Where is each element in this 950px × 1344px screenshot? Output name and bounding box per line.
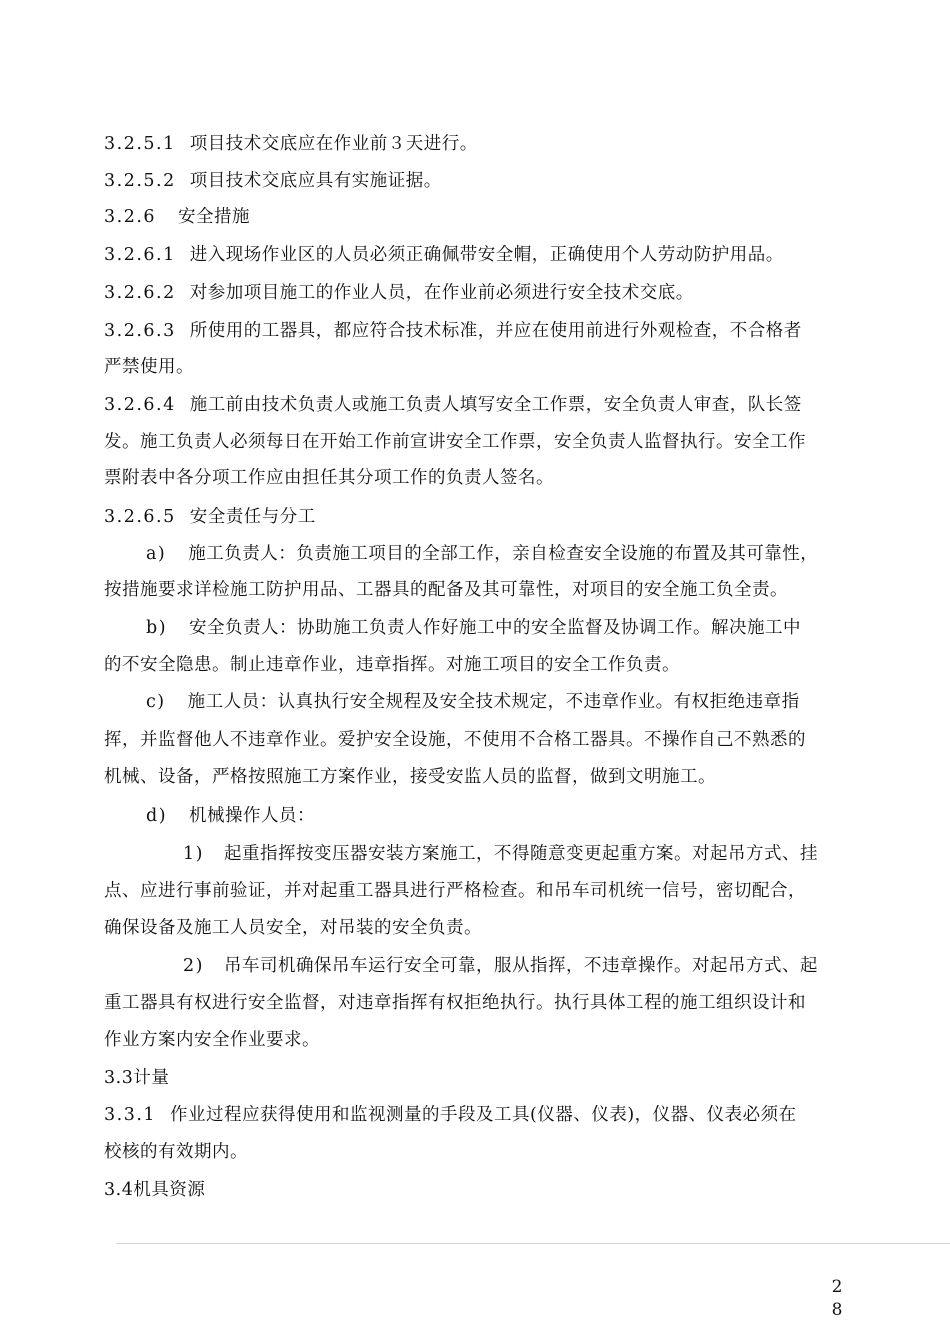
clause-number: 3.2.6.5 xyxy=(104,507,176,527)
clause-text: 施工前由技术负责人或施工负责人填写安全工作票，安全负责人审查，队长签 xyxy=(189,395,802,415)
clause-number: 3.3.1 xyxy=(104,1105,157,1125)
clause-text: 安全责任与分工 xyxy=(189,507,316,527)
paragraph-continuation: 严禁使用。 xyxy=(104,357,194,377)
paragraph-continuation: 的不安全隐患。制止违章作业，违章指挥。对施工项目的安全工作负责。 xyxy=(104,655,680,675)
paragraph-3-2-6-3 xyxy=(104,319,802,343)
paragraph-continuation: 作业方案内安全作业要求。 xyxy=(104,1030,320,1050)
paragraph-continuation: 校核的有效期内。 xyxy=(104,1142,248,1162)
paragraph-3-2-6-4 xyxy=(104,393,802,417)
clause-text: 安全措施 xyxy=(178,207,251,227)
paragraph-continuation: 重工器具有权进行安全监督，对违章指挥有权拒绝执行。执行具体工程的施工组织设计和 xyxy=(104,993,806,1013)
paragraph-3-2-6-1 xyxy=(104,243,784,267)
list-marker: a) xyxy=(146,544,167,564)
clause-number: 3.2.6.4 xyxy=(104,395,176,415)
clause-number: 3.2.6.1 xyxy=(104,245,176,265)
list-text: 施工负责人：负责施工项目的全部工作，亲自检查安全设施的布置及其可靠性， xyxy=(188,544,819,564)
list-marker: 2) xyxy=(183,956,204,976)
list-marker: b) xyxy=(146,618,168,638)
paragraph-3-2-5-2 xyxy=(104,169,442,193)
clause-text: 项目技术交底应在作业前３天进行。 xyxy=(189,134,478,154)
section-heading-3-3: 3.3计量 xyxy=(104,1068,170,1088)
paragraph-continuation: 挥，并监督他人不违章作业。爱护安全设施，不使用不合格工器具。不操作自己不熟悉的 xyxy=(104,730,806,750)
list-marker: c) xyxy=(146,692,166,712)
page-number-digit: 2 xyxy=(831,1277,843,1297)
list-item-a xyxy=(146,542,818,566)
paragraph-continuation: 发。施工负责人必须每日在开始工作前宣讲安全工作票，安全负责人监督执行。安全工作 xyxy=(104,432,806,452)
clause-text: 所使用的工器具，都应符合技术标准，并应在使用前进行外观检查，不合格者 xyxy=(189,321,802,341)
list-text: 安全负责人：协助施工负责人作好施工中的安全监督及协调工作。解决施工中 xyxy=(189,618,802,638)
paragraph-continuation: 确保设备及施工人员安全，对吊装的安全负责。 xyxy=(104,918,482,938)
list-text: 机械操作人员： xyxy=(189,806,316,826)
clause-text: 作业过程应获得使用和监视测量的手段及工具(仪器、仪表)，仪器、仪表必须在 xyxy=(170,1105,797,1125)
clause-number: 3.2.6.3 xyxy=(104,321,176,341)
paragraph-3-2-5-1 xyxy=(104,132,478,156)
list-item-c xyxy=(146,690,800,714)
list-marker: d) xyxy=(146,806,168,826)
list-item-b xyxy=(146,616,801,640)
page-number xyxy=(829,1276,845,1322)
page-number-digit: 8 xyxy=(831,1300,843,1320)
list-text: 施工人员：认真执行安全规程及安全技术规定，不违章作业。有权拒绝违章指 xyxy=(187,692,800,712)
list-text: 起重指挥按变压器安装方案施工，不得随意变更起重方案。对起吊方式、挂 xyxy=(223,844,818,864)
paragraph-continuation: 点、应进行事前验证，并对起重工器具进行严格检查。和吊车司机统一信号，密切配合， xyxy=(104,881,806,901)
paragraph-3-3-1 xyxy=(104,1103,797,1127)
clause-number: 3.2.5.1 xyxy=(104,134,176,154)
clause-text: 进入现场作业区的人员必须正确佩带安全帽，正确使用个人劳动防护用品。 xyxy=(189,245,784,265)
list-item-d-2 xyxy=(183,954,818,978)
paragraph-continuation: 机械、设备，严格按照施工方案作业，接受安监人员的监督，做到文明施工。 xyxy=(104,767,716,787)
list-item-d xyxy=(146,804,315,828)
clause-text: 对参加项目施工的作业人员，在作业前必须进行安全技术交底。 xyxy=(189,283,694,303)
paragraph-3-2-6-2 xyxy=(104,281,694,305)
footer-divider xyxy=(116,1243,950,1244)
clause-number: 3.2.5.2 xyxy=(104,171,176,191)
list-marker: 1) xyxy=(183,844,204,864)
paragraph-continuation: 按措施要求详检施工防护用品、工器具的配备及其可靠性，对项目的安全施工负全责。 xyxy=(104,580,788,600)
clause-number: 3.2.6.2 xyxy=(104,283,176,303)
paragraph-continuation: 票附表中各分项工作应由担任其分项工作的负责人签名。 xyxy=(104,468,554,488)
list-text: 吊车司机确保吊车运行安全可靠，服从指挥，不违章操作。对起吊方式、起 xyxy=(223,956,818,976)
section-heading-3-4: 3.4机具资源 xyxy=(104,1180,206,1200)
section-heading-3-2-6 xyxy=(104,205,250,229)
list-item-d-1 xyxy=(183,842,818,866)
paragraph-3-2-6-5 xyxy=(104,505,316,529)
clause-number: 3.2.6 xyxy=(104,207,157,227)
clause-text: 项目技术交底应具有实施证据。 xyxy=(189,171,442,191)
